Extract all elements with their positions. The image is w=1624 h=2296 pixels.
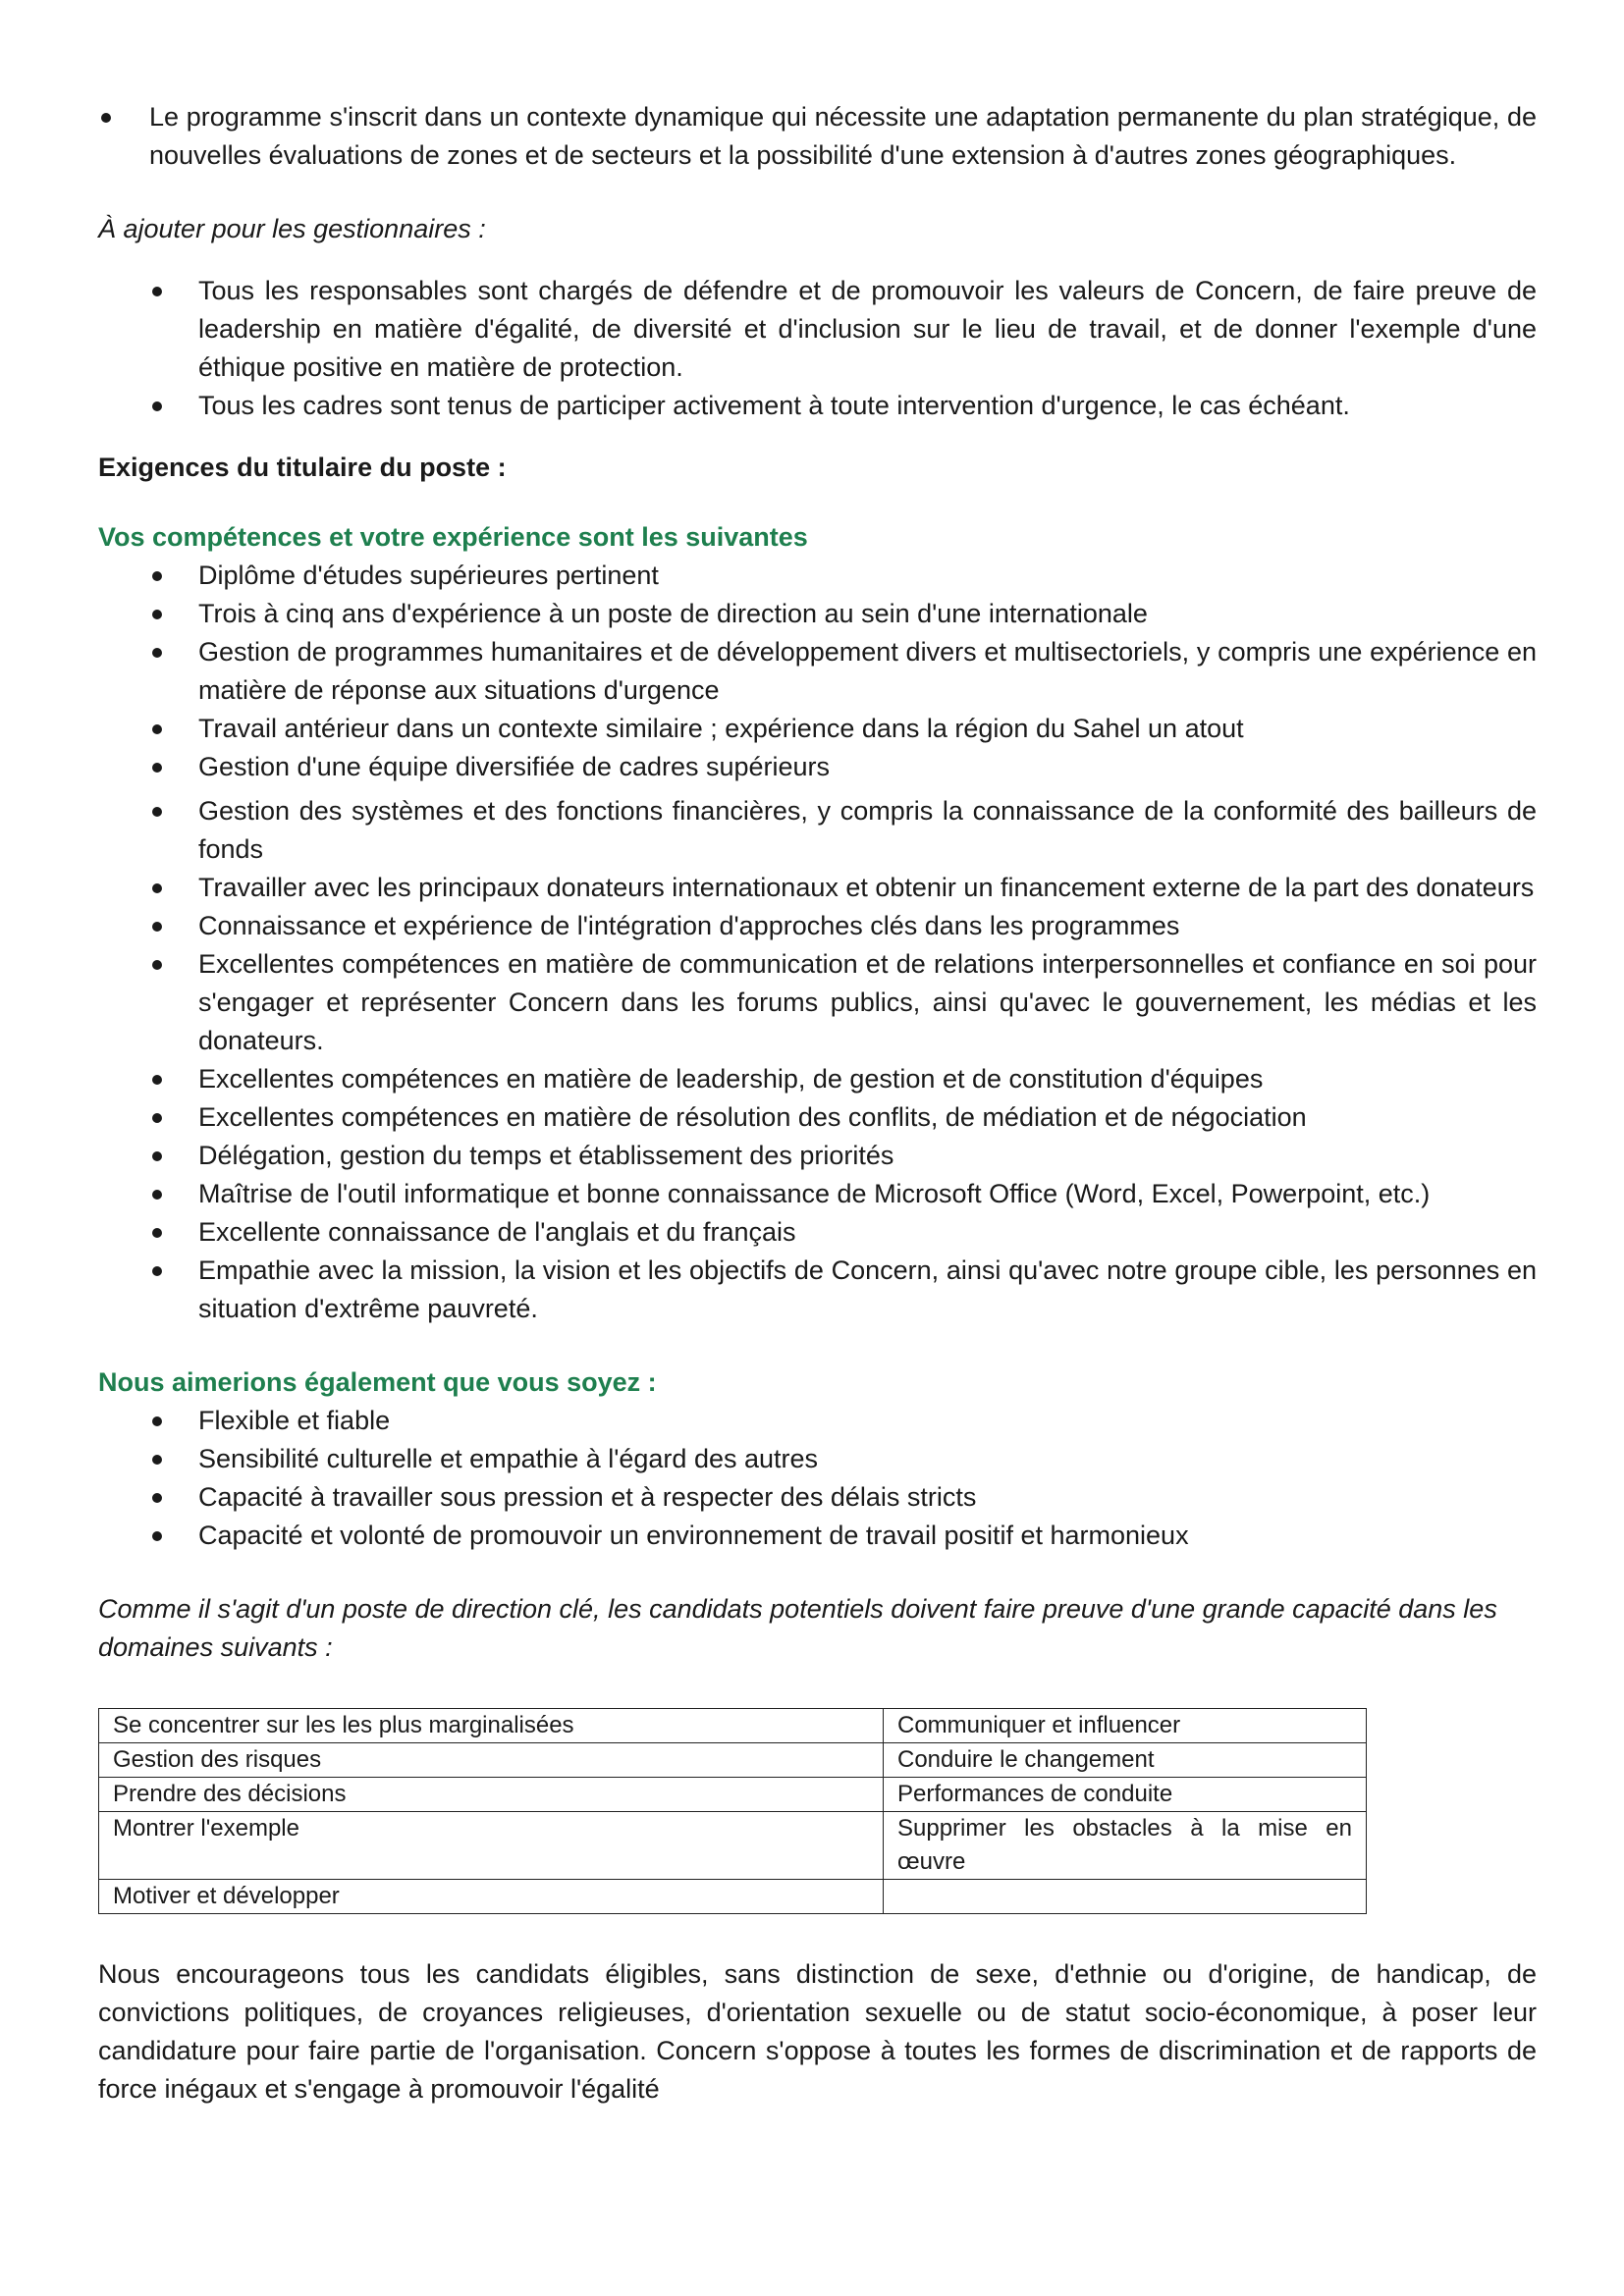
list-item: Gestion de programmes humanitaires et de développement divers et multisectoriels, y compris une expérience en matière de réponse aux situations d'urgence: [98, 633, 1537, 710]
closing-paragraph: Nous encourageons tous les candidats éligibles, sans distinction de sexe, d'ethnie ou d'origine, de handicap, de convictions politiques, de croyances religieuses, d'orientation sexuelle ou de statut socio-économique, à poser leur candidature pour faire partie de l'organisation. Concern s'oppose à toutes les formes de discrimination et de rapports de force inégaux et s'engage à promouvoir l'égalité: [98, 1959, 1537, 2104]
list-item: Capacité à travailler sous pression et à respecter des délais stricts: [98, 1478, 1537, 1517]
intro-bullet: Le programme s'inscrit dans un contexte dynamique qui nécessite une adaptation permanente du plan stratégique, de nouvelles évaluations de zones et de secteurs et la possibilité d'une extension à d'autres zones géographiques.: [98, 98, 1537, 175]
intro-list: [98, 98, 1537, 175]
managers-list: [98, 272, 1537, 425]
list-item: Connaissance et expérience de l'intégration d'approches clés dans les programmes: [98, 907, 1537, 945]
list-item: Gestion d'une équipe diversifiée de cadres supérieurs: [98, 748, 1537, 786]
table-row: [99, 1880, 1367, 1914]
list-item: Travail antérieur dans un contexte similaire ; expérience dans la région du Sahel un atout: [98, 710, 1537, 748]
document-page: [98, 98, 1537, 2109]
list-item: Sensibilité culturelle et empathie à l'égard des autres: [98, 1440, 1537, 1478]
table-cell: Prendre des décisions: [99, 1778, 884, 1812]
table-cell: Supprimer les obstacles à la mise en œuvre: [884, 1812, 1367, 1880]
table-cell: Conduire le changement: [884, 1743, 1367, 1778]
list-item: Tous les responsables sont chargés de défendre et de promouvoir les valeurs de Concern, de faire preuve de leadership en matière d'égalité, de diversité et d'inclusion sur le lieu de travail, et de donner l'exemple d'une éthique positive en matière de protection.: [98, 272, 1537, 387]
table-cell: Montrer l'exemple: [99, 1812, 884, 1880]
list-item: Diplôme d'études supérieures pertinent: [98, 557, 1537, 595]
list-item: Empathie avec la mission, la vision et les objectifs de Concern, ainsi qu'avec notre groupe cible, les personnes en situation d'extrême pauvreté.: [98, 1252, 1537, 1328]
requirements-heading: Exigences du titulaire du poste :: [98, 453, 507, 482]
list-item: Gestion des systèmes et des fonctions financières, y compris la connaissance de la conformité des bailleurs de fonds: [98, 792, 1537, 869]
domains-intro: Comme il s'agit d'un poste de direction clé, les candidats potentiels doivent faire preuve d'une grande capacité dans les domaines suivants :: [98, 1594, 1497, 1662]
table-cell: Gestion des risques: [99, 1743, 884, 1778]
table-cell: Communiquer et influencer: [884, 1709, 1367, 1743]
list-item: Excellentes compétences en matière de résolution des conflits, de médiation et de négociation: [98, 1098, 1537, 1137]
table-row: [99, 1778, 1367, 1812]
list-item: Excellentes compétences en matière de leadership, de gestion et de constitution d'équipes: [98, 1060, 1537, 1098]
qualities-heading: Nous aimerions également que vous soyez :: [98, 1367, 657, 1397]
list-item: Travailler avec les principaux donateurs internationaux et obtenir un financement externe de la part des donateurs: [98, 869, 1537, 907]
list-item: Délégation, gestion du temps et établissement des priorités: [98, 1137, 1537, 1175]
skills-heading: Vos compétences et votre expérience sont les suivantes: [98, 522, 808, 552]
list-item: Maîtrise de l'outil informatique et bonne connaissance de Microsoft Office (Word, Excel, Powerpoint, etc.): [98, 1175, 1537, 1213]
table-cell: Performances de conduite: [884, 1778, 1367, 1812]
skills-list: [98, 557, 1537, 1328]
table-cell: Se concentrer sur les les plus marginalisées: [99, 1709, 884, 1743]
list-item: Tous les cadres sont tenus de participer activement à toute intervention d'urgence, le cas échéant.: [98, 387, 1537, 425]
table-row: [99, 1743, 1367, 1778]
table-row: [99, 1709, 1367, 1743]
qualities-list: [98, 1402, 1537, 1555]
table-row: [99, 1812, 1367, 1880]
list-item: Excellentes compétences en matière de communication et de relations interpersonnelles et confiance en soi pour s'engager et représenter Concern dans les forums publics, ainsi qu'avec le gouvernement, les médias et les donateurs.: [98, 945, 1537, 1060]
list-item: Excellente connaissance de l'anglais et du français: [98, 1213, 1537, 1252]
domains-table: [98, 1708, 1367, 1914]
list-item: Trois à cinq ans d'expérience à un poste de direction au sein d'une internationale: [98, 595, 1537, 633]
table-cell: [884, 1880, 1367, 1914]
list-item: Flexible et fiable: [98, 1402, 1537, 1440]
table-cell: Motiver et développer: [99, 1880, 884, 1914]
list-item: Capacité et volonté de promouvoir un environnement de travail positif et harmonieux: [98, 1517, 1537, 1555]
managers-heading: À ajouter pour les gestionnaires :: [98, 214, 486, 243]
